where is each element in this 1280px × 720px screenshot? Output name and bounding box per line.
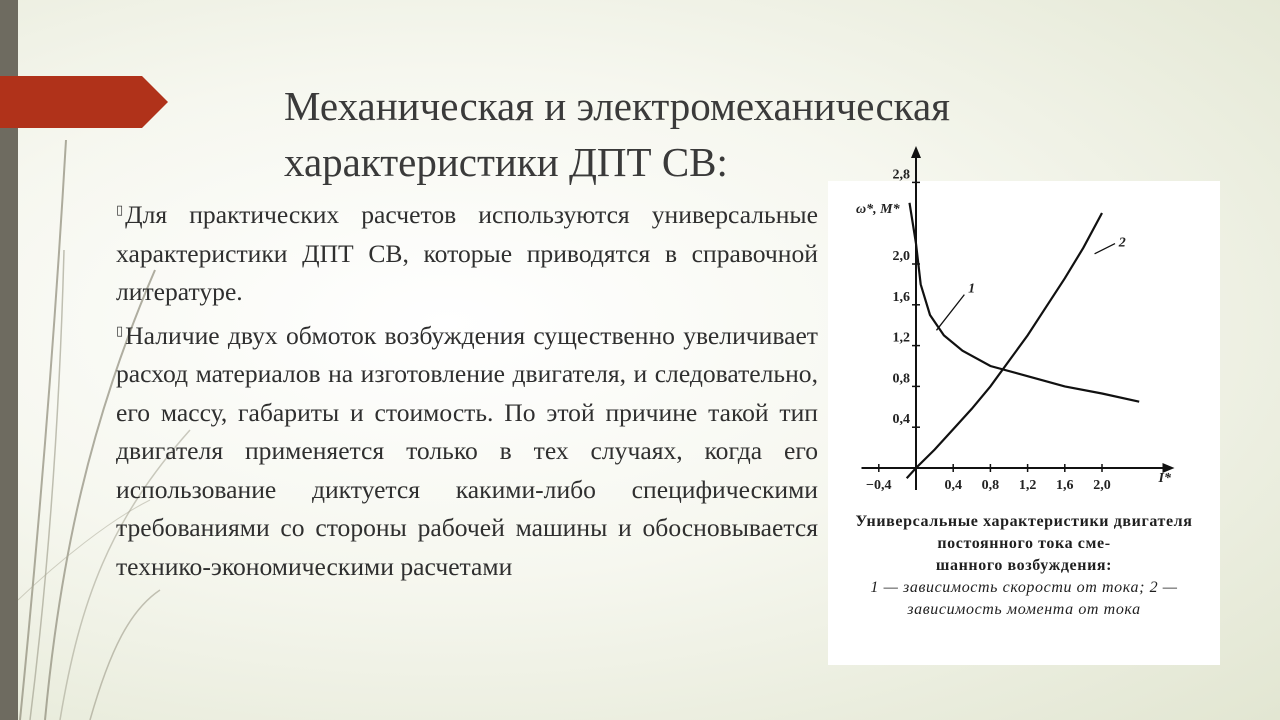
x-tick-label: −0,4 — [866, 478, 892, 493]
series-1-line — [910, 203, 1140, 402]
series-1-label: 1 — [968, 281, 976, 297]
y-tick-label: 1,2 — [892, 330, 910, 346]
paragraph-text-1: Для практических расчетов используются универсальные характеристики ДПТ СВ, которые приводятся в справочной литературе. — [116, 200, 818, 306]
x-tick-label: 2,0 — [1093, 478, 1111, 493]
y-tick-label: 0,8 — [892, 371, 910, 387]
y-tick-label: 1,6 — [892, 289, 910, 305]
series-2-label: 2 — [1118, 235, 1126, 251]
bullet-paragraph-2 — [116, 312, 818, 587]
paragraph-text-2: Наличие двух обмоток возбуждения существенно увеличивает расход материалов на изготовление двигателя, и следовательно, его массу, габариты и стоимость. По этой причине такой тип двигателя применяется только в тех случаях, когда его использование диктуется какими-либо специфическими требованиями со стороны рабочей машины и обосновывается технико-экономическими расчетами — [116, 320, 818, 581]
slide-title-line-2: характеристики ДПТ СВ: — [284, 139, 728, 185]
slide-body — [116, 191, 818, 586]
bullet-paragraph-1 — [116, 191, 818, 312]
bullet-icon: ▯ — [116, 202, 124, 217]
characteristics-chart — [828, 167, 1220, 511]
y-tick-label: 2,8 — [892, 167, 910, 183]
caption-line-1: Универсальные характеристики двигателя постоянного тока сме- — [855, 513, 1193, 552]
x-axis-label: I* — [1158, 471, 1171, 486]
figure-caption — [828, 511, 1220, 621]
slide-title-line-1: Механическая и электромеханическая — [284, 83, 951, 129]
y-axis-label: ω*, M* — [856, 202, 900, 217]
caption-line-2: шанного возбуждения: — [935, 557, 1113, 574]
x-tick-label: 1,2 — [1018, 478, 1037, 493]
characteristics-figure — [828, 167, 1220, 665]
series-1-label-leader — [936, 295, 964, 331]
bullet-icon: ▯ — [116, 322, 124, 338]
title-accent-arrow — [0, 76, 168, 128]
y-tick-label: 0,4 — [892, 412, 910, 428]
slide-title — [284, 78, 1104, 190]
y-tick-label: 2,0 — [892, 249, 910, 264]
series-2-line — [907, 213, 1102, 478]
x-tick-label: 1,6 — [1056, 478, 1074, 493]
series-2-label-leader — [1095, 244, 1115, 254]
x-tick-label: 0,4 — [944, 478, 962, 493]
caption-legend: 1 — зависимость скорости от тока; 2 — зависимость момента от тока — [870, 579, 1178, 618]
x-tick-label: 0,8 — [981, 478, 1000, 493]
